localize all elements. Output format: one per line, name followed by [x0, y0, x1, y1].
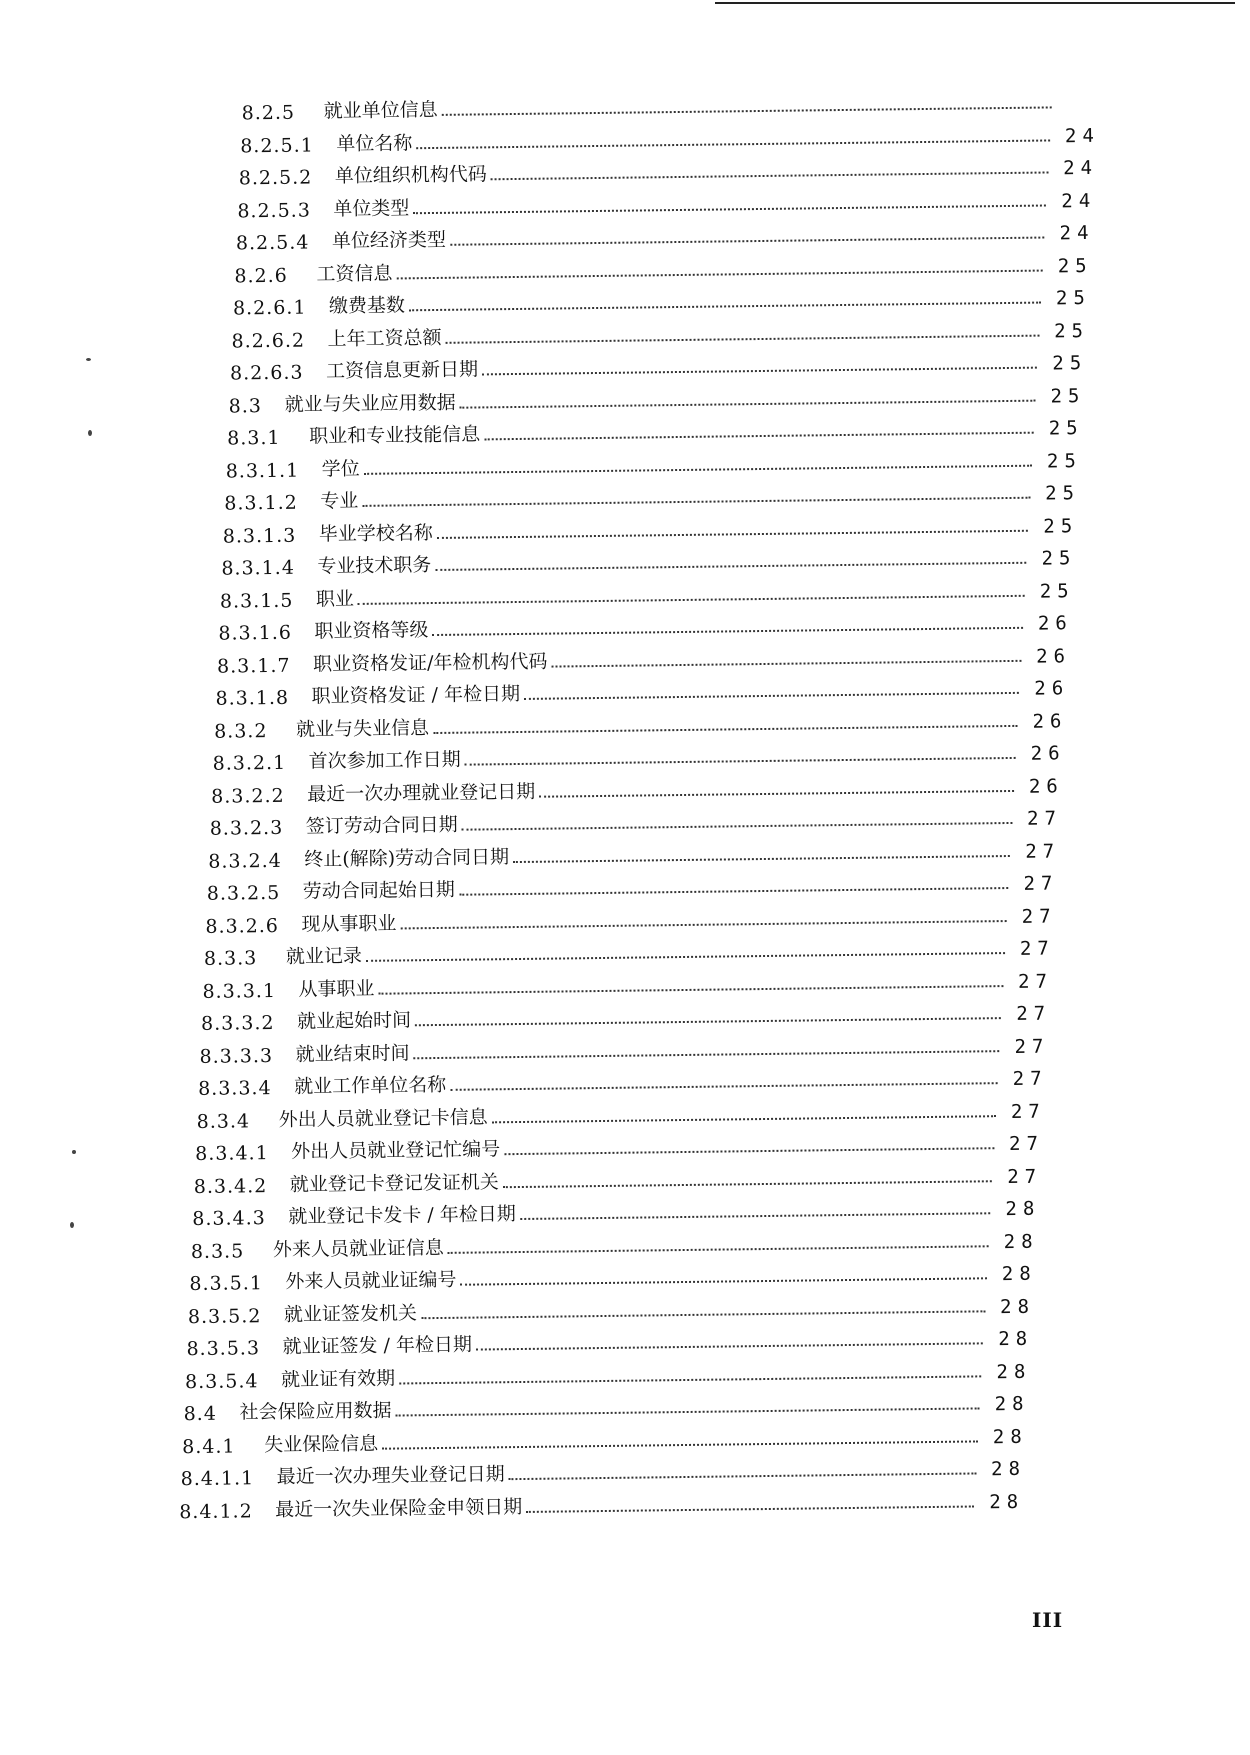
toc-section-number: 8.3.5	[190, 1239, 245, 1263]
toc-dot-leader	[433, 724, 1017, 733]
toc-section-number: 8.3.2.2	[211, 784, 285, 808]
toc-section-number: 8.3.2	[213, 719, 268, 743]
toc-page-number: 26	[1035, 644, 1072, 668]
toc-dot-leader	[509, 1472, 976, 1480]
toc-page-number: 28	[1001, 1262, 1037, 1286]
toc-dot-leader	[364, 464, 1032, 474]
toc-section-number: 8.3.1.5	[219, 589, 294, 613]
toc-section-title: 工资信息更新日期	[325, 358, 479, 383]
toc-page-number: 25	[1055, 286, 1091, 310]
toc-page-number: 25	[1041, 547, 1077, 570]
toc-section-title: 就业记录	[285, 944, 363, 968]
toc-page-number: 25	[1039, 579, 1075, 603]
toc-page-number: 25	[1043, 514, 1079, 538]
top-rule	[715, 2, 1235, 4]
toc-section-number: 8.2.5	[241, 101, 296, 125]
toc-section-number: 8.3.5.3	[186, 1337, 261, 1361]
toc-section-number: 8.4.1.1	[180, 1467, 255, 1491]
toc-dot-leader	[484, 432, 1033, 441]
toc-dot-leader	[551, 659, 1021, 667]
toc-section-number: 8.3.1.7	[216, 654, 291, 678]
toc-section-number: 8.3.3.4	[198, 1077, 272, 1100]
toc-dot-leader	[437, 529, 1028, 538]
toc-section-number: 8.3.2.4	[208, 849, 282, 873]
toc-section-number: 8.3.4.2	[193, 1174, 268, 1198]
toc-section-title: 职业	[315, 587, 355, 610]
toc-section-title: 缴费基数	[328, 294, 406, 318]
toc-dot-leader	[459, 887, 1009, 896]
toc-section-title: 就业结束时间	[295, 1041, 410, 1066]
toc-section-title: 最近一次办理就业登记日期	[307, 780, 536, 806]
toc-page-number: 27	[1019, 937, 1055, 960]
toc-page-number: 28	[1005, 1197, 1041, 1221]
toc-section-number: 8.3.1.2	[224, 491, 298, 515]
toc-section-title: 职业资格等级	[314, 619, 429, 643]
toc-section-number: 8.3.5.2	[187, 1304, 262, 1328]
toc-dot-leader	[450, 237, 1045, 246]
toc-dot-leader	[433, 627, 1023, 636]
toc-section-number: 8.3.1	[227, 426, 281, 450]
toc-section-number: 8.4.1.2	[179, 1499, 253, 1523]
toc-page-number: 26	[1030, 742, 1066, 765]
toc-page-number: 26	[1028, 774, 1064, 798]
toc-section-number: 8.3	[228, 394, 262, 418]
toc-dot-leader	[524, 692, 1019, 700]
toc-dot-leader	[460, 399, 1036, 408]
toc-page-number: 28	[998, 1327, 1034, 1351]
toc-section-title: 就业证有效期	[280, 1367, 396, 1391]
toc-page-number: 27	[1007, 1165, 1043, 1188]
toc-section-title: 学位	[321, 457, 360, 480]
toc-dot-leader	[539, 789, 1014, 797]
toc-page-number: 28	[999, 1295, 1036, 1318]
toc-dot-leader	[446, 334, 1040, 343]
toc-section-title: 工资信息	[316, 261, 393, 285]
toc-dot-leader	[460, 1277, 986, 1285]
toc-page-number: 24	[1061, 189, 1097, 212]
toc-section-number: 8.3.3.3	[199, 1044, 274, 1068]
toc-dot-leader	[513, 854, 1010, 862]
toc-page-number: 28	[989, 1490, 1025, 1513]
toc-dot-leader	[382, 1440, 978, 1449]
toc-page-number: 27	[1025, 839, 1061, 863]
toc-section-title: 单位经济类型	[331, 228, 447, 253]
toc-page-number: 28	[996, 1360, 1032, 1383]
toc-dot-leader	[492, 1115, 996, 1123]
toc-section-title: 就业登记卡登记发证机关	[289, 1170, 499, 1196]
toc-dot-leader	[482, 367, 1037, 376]
toc-page-number: 25	[1045, 482, 1081, 505]
toc-page-number: 28	[1003, 1230, 1039, 1253]
toc-page-number: 27	[1017, 969, 1054, 993]
toc-section-number: 8.3.5.1	[189, 1272, 264, 1296]
toc-section-title: 职业资格发证/年检机构代码	[312, 650, 548, 675]
toc-section-number: 8.2.6.1	[232, 296, 307, 320]
toc-section-title: 毕业学校名称	[318, 521, 433, 545]
toc-section-number: 8.3.3	[203, 947, 258, 970]
toc-dot-leader	[397, 269, 1043, 279]
toc-section-title: 外来人员就业证信息	[272, 1236, 445, 1261]
toc-dot-leader	[448, 1245, 989, 1254]
toc-section-number: 8.3.4	[196, 1109, 251, 1133]
toc-page-number: 26	[1037, 612, 1073, 635]
toc-dot-leader	[442, 106, 1052, 115]
toc-section-number: 8.2.5.3	[237, 198, 311, 222]
toc-page-number: 24	[1063, 156, 1099, 180]
toc-section-title: 就业登记卡发卡 / 年检日期	[288, 1203, 516, 1228]
toc-section-title: 外出人员就业登记忙编号	[291, 1138, 501, 1163]
toc-section-title: 就业证签发 / 年检日期	[282, 1333, 473, 1358]
toc-page-number: 25	[1046, 449, 1082, 473]
scan-speck	[70, 1222, 74, 1228]
toc-page-number: 25	[1048, 417, 1084, 440]
toc-section-number: 8.2.5.1	[240, 133, 314, 157]
toc-section-title: 外出人员就业登记卡信息	[278, 1105, 488, 1131]
toc-section-title: 就业起始时间	[296, 1009, 412, 1033]
toc-section-number: 8.2.6	[234, 264, 288, 287]
toc-page-number: 25	[1050, 384, 1086, 407]
toc-page-number: 28	[992, 1425, 1028, 1448]
toc-section-title: 单位名称	[336, 131, 413, 155]
toc-section-number: 8.3.5.4	[184, 1369, 259, 1393]
toc-section-title: 首次参加工作日期	[308, 748, 461, 773]
toc-section-title: 最近一次办理失业登记日期	[276, 1463, 505, 1489]
toc-section-number: 8.3.2.6	[205, 914, 280, 938]
toc-dot-leader	[491, 171, 1048, 180]
toc-dot-leader	[362, 497, 1030, 507]
toc-section-title: 就业证签发机关	[283, 1301, 418, 1326]
scan-speck	[88, 430, 92, 436]
toc-page-number: 25	[1052, 352, 1088, 375]
toc-section-title: 最近一次失业保险金申领日期	[275, 1495, 523, 1521]
toc-dot-leader	[414, 1050, 1000, 1059]
toc-section-title: 外来人员就业证编号	[285, 1268, 457, 1293]
toc-section-title: 终止(解除)劳动合同日期	[304, 845, 510, 871]
toc-dot-leader	[400, 920, 1006, 929]
toc-section-number: 8.3.1.8	[215, 686, 290, 710]
scan-speck	[72, 1150, 76, 1154]
table-of-contents	[0, 80, 1241, 1523]
toc-section-number: 8.3.1.4	[221, 556, 295, 580]
toc-section-title: 现从事职业	[301, 911, 397, 936]
toc-page-number: 26	[1034, 677, 1070, 700]
toc-dot-leader	[409, 302, 1041, 312]
toc-section-number: 8.3.3.2	[200, 1011, 275, 1035]
toc-page-number: 24	[1064, 124, 1100, 147]
toc-dot-leader	[503, 1180, 992, 1188]
toc-section-number: 8.2.5.2	[238, 166, 313, 190]
toc-section-number: 8.3.4.1	[195, 1142, 269, 1165]
toc-section-title: 就业工作单位名称	[293, 1073, 447, 1098]
toc-section-number: 8.3.1.6	[218, 621, 293, 645]
toc-section-title: 就业与失业应用数据	[284, 391, 456, 416]
toc-section-title: 专业	[320, 489, 359, 513]
toc-section-number: 8.2.6.2	[231, 329, 306, 352]
toc-section-title: 从事职业	[298, 977, 375, 1001]
scan-speck	[86, 358, 91, 361]
toc-dot-leader	[366, 952, 1005, 962]
toc-page-number: 27	[1023, 872, 1059, 895]
toc-page-number: 27	[1016, 1002, 1052, 1025]
toc-page-number: 27	[1021, 904, 1057, 928]
toc-section-title: 单位组织机构代码	[334, 163, 487, 188]
toc-section-number: 8.3.2.3	[209, 816, 284, 840]
toc-page-number: 28	[990, 1457, 1027, 1481]
toc-dot-leader	[416, 139, 1050, 149]
toc-page-number: 27	[1014, 1035, 1050, 1058]
toc-dot-leader	[462, 822, 1012, 831]
toc-section-title: 职业和专业技能信息	[309, 423, 481, 448]
toc-section-number: 8.2.5.4	[235, 231, 310, 255]
toc-page-number: 27	[1008, 1132, 1045, 1156]
toc-section-title: 失业保险信息	[264, 1432, 379, 1456]
toc-page-number: 25	[1054, 319, 1090, 342]
toc-dot-leader	[396, 1407, 980, 1416]
toc-section-number: 8.3.3.1	[202, 979, 277, 1003]
toc-section-title: 职业资格发证 / 年检日期	[311, 682, 521, 708]
toc-section-number: 8.4	[183, 1402, 217, 1426]
toc-dot-leader	[399, 1375, 981, 1384]
toc-page-number: 27	[1010, 1100, 1046, 1123]
toc-dot-leader	[476, 1342, 983, 1350]
toc-dot-leader	[413, 204, 1046, 214]
toc-section-number: 8.3.1.3	[222, 524, 297, 548]
toc-section-number: 8.3.4.3	[192, 1207, 266, 1231]
toc-page-number: 27	[1026, 807, 1063, 830]
toc-section-number: 8.4.1	[182, 1435, 236, 1458]
toc-section-number: 8.3.1.1	[225, 459, 300, 483]
toc-section-number: 8.2.6.3	[229, 361, 304, 385]
toc-section-number: 8.3.2.5	[206, 881, 281, 905]
toc-section-title: 就业单位信息	[323, 98, 438, 123]
toc-section-title: 就业与失业信息	[295, 716, 430, 741]
toc-page-number: 27	[1012, 1067, 1048, 1090]
toc-section-title: 签订劳动合同日期	[305, 813, 458, 838]
toc-section-title: 劳动合同起始日期	[302, 878, 455, 903]
toc-page-number: 24	[1059, 221, 1095, 245]
toc-section-number: 8.3.2.1	[212, 751, 287, 775]
toc-dot-leader	[504, 1147, 994, 1155]
toc-dot-leader	[415, 1017, 1001, 1026]
toc-dot-leader	[379, 985, 1004, 995]
toc-dot-leader	[450, 1082, 997, 1091]
toc-dot-leader	[526, 1505, 974, 1512]
toc-section-title: 专业技术职务	[317, 554, 432, 578]
toc-section-title: 单位类型	[333, 196, 410, 220]
toc-dot-leader	[520, 1212, 991, 1220]
toc-dot-leader	[358, 594, 1025, 604]
toc-page-number: 25	[1057, 254, 1093, 277]
toc-dot-leader	[435, 562, 1026, 571]
page-number: III	[1032, 1608, 1064, 1632]
toc-page-number: 28	[994, 1392, 1030, 1416]
toc-dot-leader	[421, 1310, 985, 1319]
toc-section-title: 社会保险应用数据	[239, 1399, 392, 1424]
toc-section-title: 上年工资总额	[327, 326, 442, 350]
toc-page-number: 26	[1032, 709, 1068, 733]
toc-dot-leader	[465, 757, 1016, 766]
